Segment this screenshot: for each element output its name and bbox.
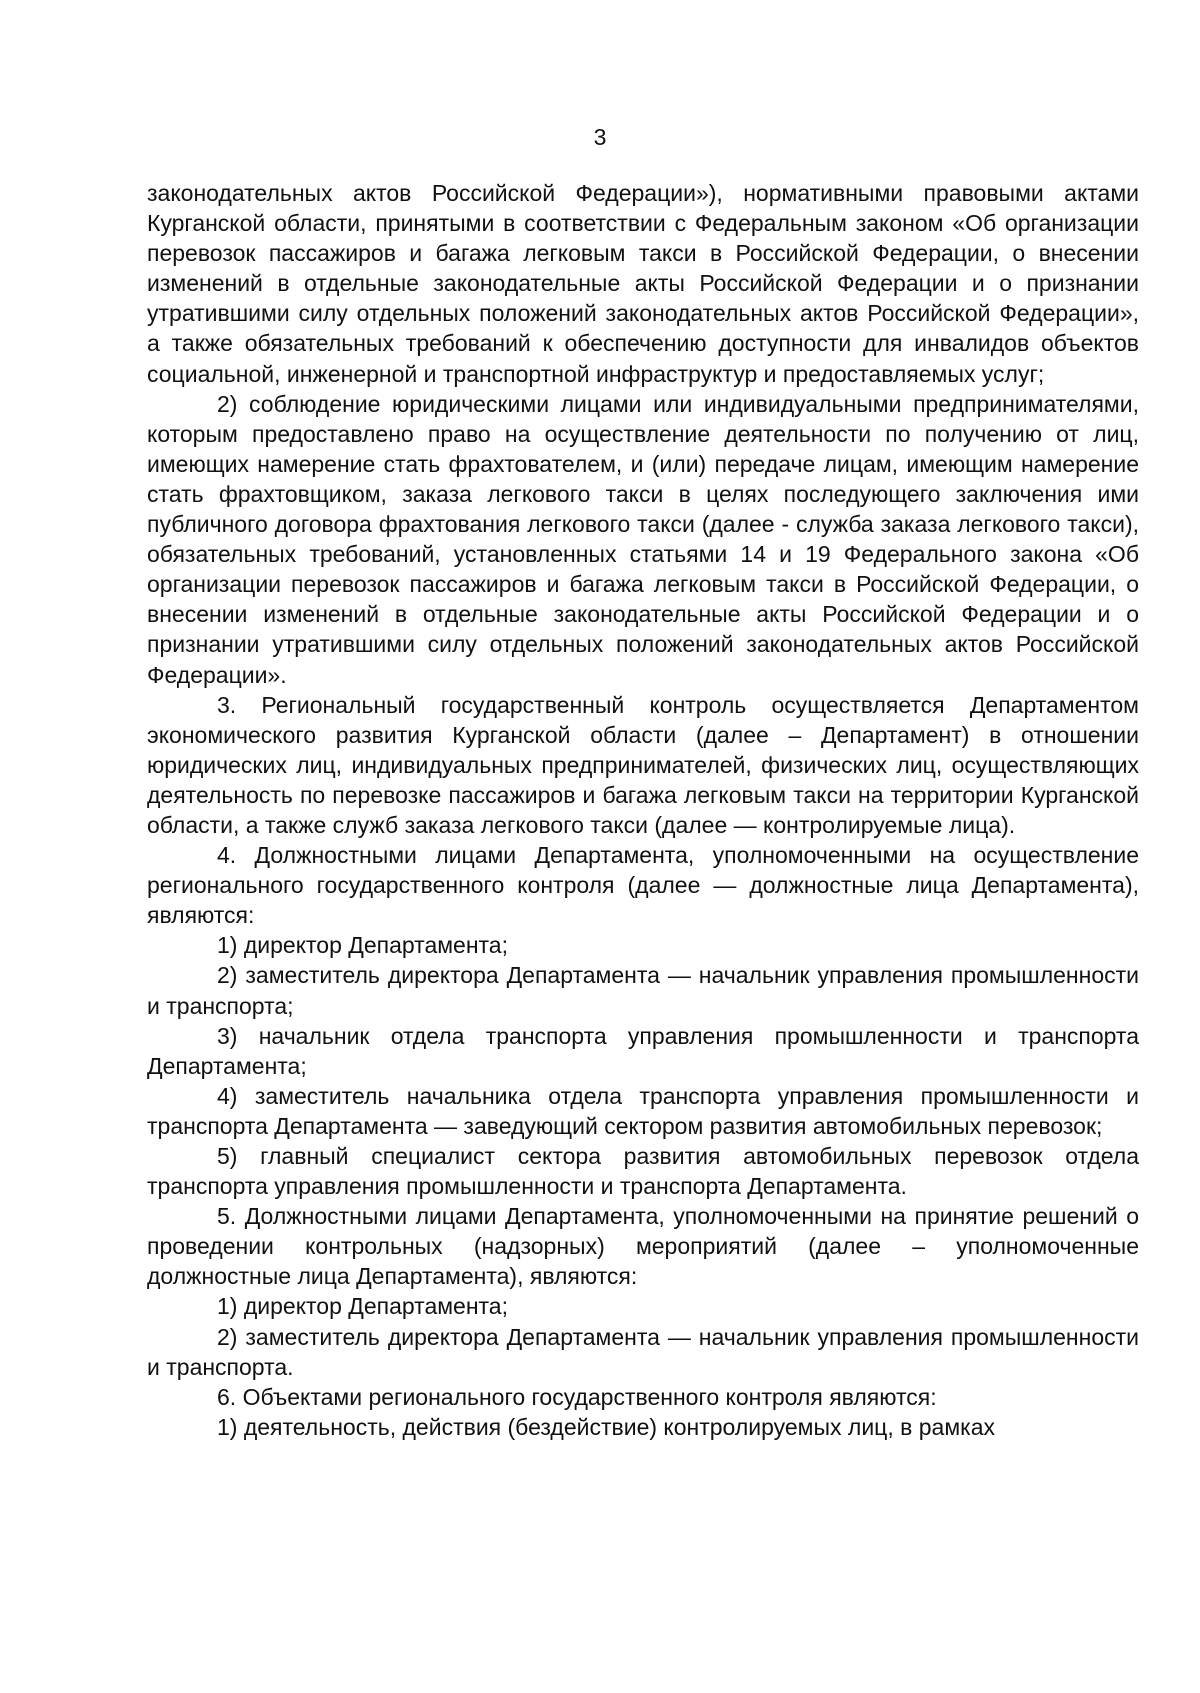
paragraph-section-4-item-1: 1) директор Департамента; (217, 932, 508, 959)
document-body (147, 178, 1139, 1442)
paragraph-item-2-compliance: 2) соблюдение юридическими лицами или индивидуальными предпринимателями, которым предоставлено право на осуществление деятельности по получению от лиц, имеющих намерение стать фрахтователем, и (или) передаче лицам, имеющим намерение стать фрахтовщиком, заказа легкового такси в целях последующего заключения ими публичного договора фрахтования легкового такси (далее - служба заказа легкового такси), обязательных требований, установленных статьями 14 и 19 Федерального закона «Об организации перевозок пассажиров и багажа легковым такси в Российской Федерации, о внесении изменений в отдельные законодательные акты Российской Федерации и о признании утратившими силу отдельных положений законодательных актов Российской Федерации». (147, 390, 1139, 688)
paragraph-section-6: 6. Объектами регионального государственного контроля являются: (217, 1383, 937, 1410)
paragraph-continuation: законодательных актов Российской Федерации»), нормативными правовыми актами Курганской области, принятыми в соответствии с Федеральным законом «Об организации перевозок пассажиров и багажа легковым такси в Российской Федерации, о внесении изменений в отдельные законодательные акты Российской Федерации и о признании утратившими силу отдельных положений законодательных актов Российской Федерации», а также обязательных требований к обеспечению доступности для инвалидов объектов социальной, инженерной и транспортной инфраструктур и предоставляемых услуг; (147, 180, 1139, 387)
page-number: 3 (593, 124, 607, 150)
paragraph-section-4-item-2: 2) заместитель директора Департамента — начальник управления промышленности и транспорта; (147, 962, 1139, 1019)
paragraph-section-6-item-1: 1) деятельность, действия (бездействие) контролируемых лиц, в рамках (217, 1413, 995, 1440)
paragraph-section-4: 4. Должностными лицами Департамента, уполномоченными на осуществление регионального государственного контроля (далее — должностные лица Департамента), являются: (147, 842, 1139, 929)
paragraph-section-5: 5. Должностными лицами Департамента, уполномоченными на принятие решений о проведении контрольных (надзорных) мероприятий (далее – уполномоченные должностные лица Департамента), являются: (147, 1203, 1139, 1290)
paragraph-section-3: 3. Региональный государственный контроль осуществляется Департаментом экономического развития Курганской области (далее – Департамент) в отношении юридических лиц, индивидуальных предпринимателей, физических лиц, осуществляющих деятельность по перевозке пассажиров и багажа легковым такси на территории Курганской области, а также служб заказа легкового такси (далее — контролируемые лица). (147, 691, 1139, 838)
paragraph-section-5-item-1: 1) директор Департамента; (217, 1293, 508, 1320)
paragraph-section-5-item-2: 2) заместитель директора Департамента — начальник управления промышленности и транспорта. (147, 1323, 1139, 1380)
paragraph-section-4-item-4: 4) заместитель начальника отдела транспорта управления промышленности и транспорта Департамента — заведующий сектором развития автомобильных перевозок; (147, 1082, 1139, 1139)
paragraph-section-4-item-5: 5) главный специалист сектора развития автомобильных перевозок отдела транспорта управления промышленности и транспорта Департамента. (147, 1143, 1139, 1200)
paragraph-section-4-item-3: 3) начальник отдела транспорта управления промышленности и транспорта Департамента; (147, 1022, 1139, 1079)
